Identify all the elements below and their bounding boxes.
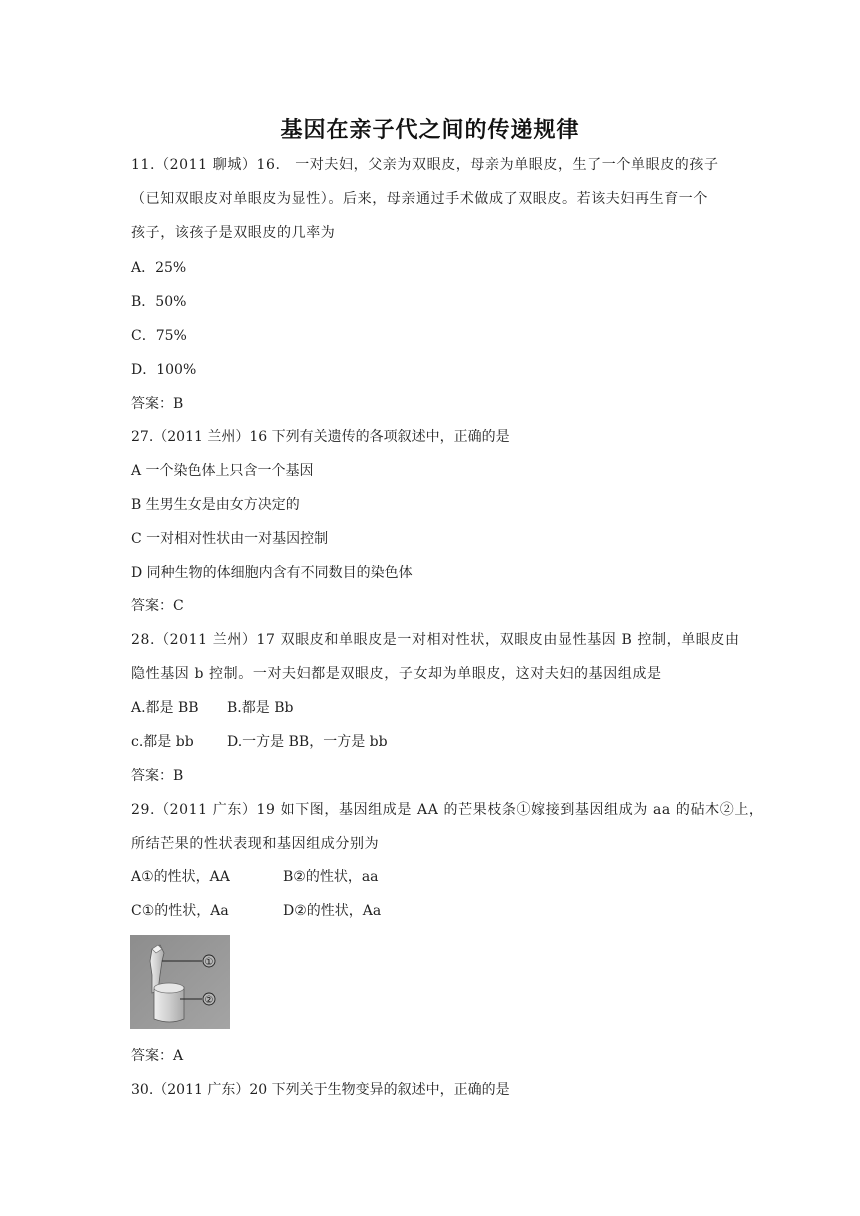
- q28-option-a: A.都是 BB: [131, 700, 199, 716]
- q11-option-c: C．75%: [131, 328, 187, 344]
- q28-options-row-1: [131, 698, 293, 718]
- q27-option-c: C 一对相对性状由一对基因控制: [131, 531, 329, 547]
- q29-options-row-2: [131, 901, 381, 921]
- q11-option-b: B．50%: [131, 294, 187, 310]
- q29-stem-line-1: 29.（2011 广东）19 如下图，基因组成是 AA 的芒果枝条①嫁接到基因组成为 aa 的砧木②上，: [131, 802, 764, 818]
- q11-option-a: A．25%: [131, 260, 187, 276]
- q27-answer: 答案：C: [131, 598, 184, 614]
- q29-option-c: C①的性状，Aa: [131, 903, 229, 919]
- q29-options-row-1: [131, 867, 379, 887]
- q28-option-c: c.都是 bb: [131, 734, 194, 750]
- label-2: ②: [204, 995, 214, 1006]
- q29-answer: 答案：A: [131, 1048, 184, 1064]
- q28-answer: 答案：B: [131, 768, 184, 784]
- q27-option-b: B 生男生女是由女方决定的: [131, 497, 300, 513]
- q27-option-d: D 同种生物的体细胞内含有不同数目的染色体: [131, 565, 413, 581]
- q11-stem-line-1: 11.（2011 聊城）16. 一对夫妇，父亲为双眼皮，母亲为单眼皮，生了一个单眼皮的孩子: [131, 157, 719, 173]
- rootstock-top: [154, 983, 184, 993]
- q11-stem-line-3: 孩子，该孩子是双眼皮的几率为: [131, 225, 336, 241]
- q28-option-d: D.一方是 BB，一方是 bb: [227, 734, 388, 750]
- q27-stem: 27.（2011 兰州）16 下列有关遗传的各项叙述中，正确的是: [131, 429, 510, 445]
- q11-answer: 答案：B: [131, 396, 184, 412]
- q29-option-d: D②的性状，Aa: [283, 903, 382, 919]
- q29-option-b: B②的性状，aa: [283, 869, 379, 885]
- q28-option-b: B.都是 Bb: [227, 700, 294, 716]
- q11-stem-line-2: （已知双眼皮对单眼皮为显性）。后来，母亲通过手术做成了双眼皮。若该夫妇再生育一个: [131, 191, 708, 207]
- q28-stem-line-1: 28.（2011 兰州）17 双眼皮和单眼皮是一对相对性状，双眼皮由显性基因 B 控制，单眼皮由: [131, 632, 740, 648]
- grafting-figure: [130, 935, 230, 1029]
- q30-stem: 30.（2011 广东）20 下列关于生物变异的叙述中，正确的是: [131, 1082, 510, 1098]
- q29-option-a: A①的性状，AA: [131, 869, 230, 885]
- q28-options-row-2: [131, 732, 388, 752]
- page-title: 基因在亲子代之间的传递规律: [280, 118, 580, 143]
- q11-option-d: D．100%: [131, 362, 197, 378]
- q29-stem-line-2: 所结芒果的性状表现和基因组成分别为: [131, 836, 380, 852]
- q27-option-a: A 一个染色体上只含一个基因: [131, 463, 314, 479]
- label-1: ①: [204, 957, 214, 968]
- q28-stem-line-2: 隐性基因 b 控制。一对夫妇都是双眼皮，子女却为单眼皮，这对夫妇的基因组成是: [131, 666, 662, 682]
